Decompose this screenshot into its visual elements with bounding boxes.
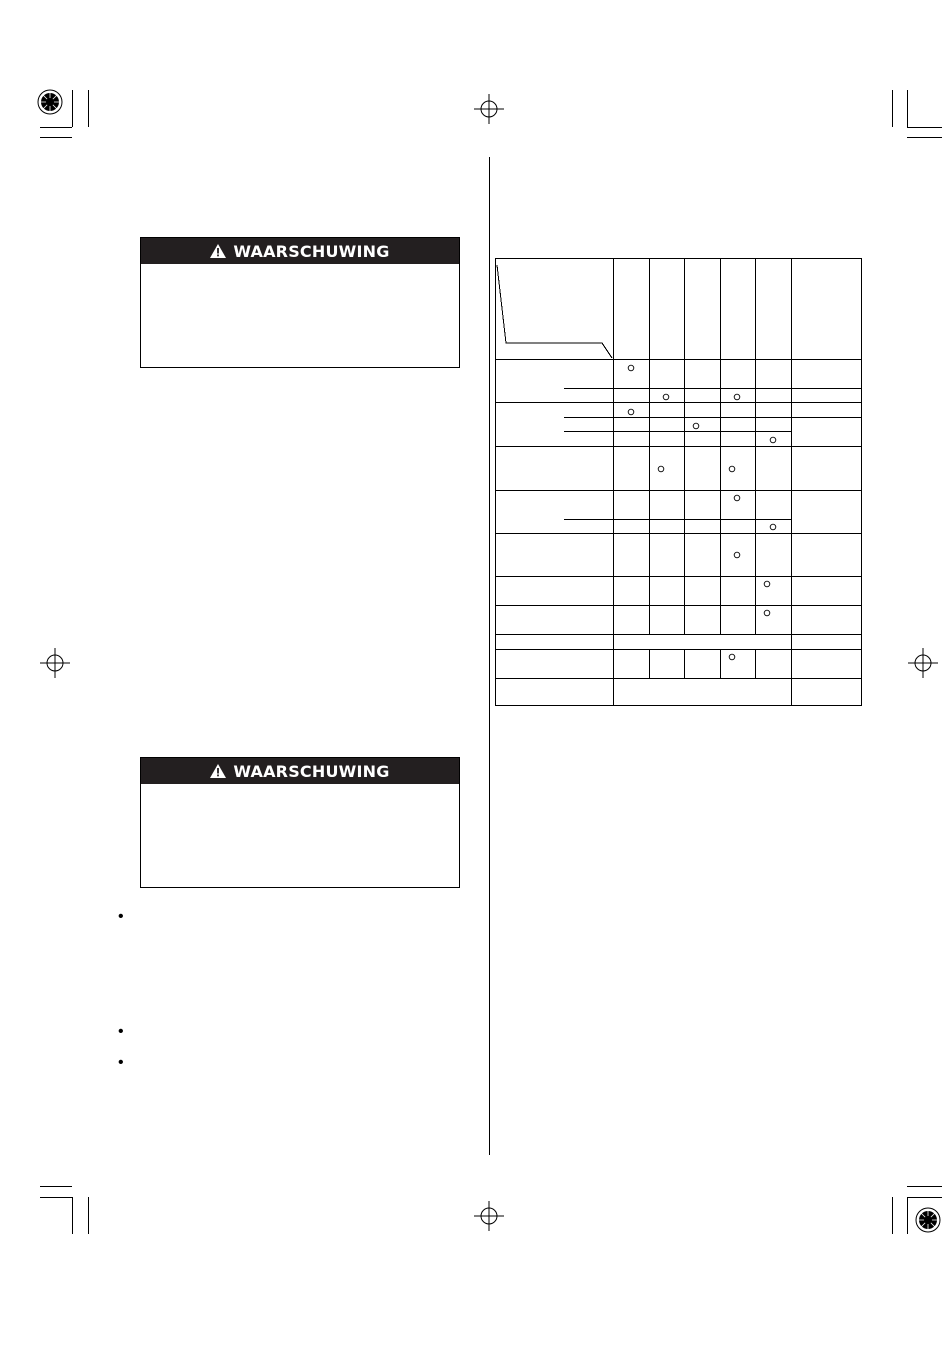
- warning-triangle-icon: [210, 764, 226, 778]
- circle-mark: [770, 437, 776, 443]
- circle-mark: [729, 466, 735, 472]
- circle-mark: [663, 394, 669, 400]
- crop-mark: [907, 137, 942, 138]
- crop-mark: [892, 1197, 893, 1234]
- bullet-point: •: [118, 1054, 124, 1071]
- warning-title: WAARSCHUWING: [233, 241, 390, 261]
- circle-mark: [764, 610, 770, 616]
- crosshair-icon: [40, 648, 70, 678]
- crop-mark: [40, 137, 72, 138]
- circle-mark: [734, 394, 740, 400]
- registration-target-icon: [36, 88, 64, 116]
- circle-mark: [658, 466, 664, 472]
- crop-mark: [72, 90, 73, 127]
- crop-mark: [907, 127, 942, 128]
- crop-mark: [907, 90, 908, 127]
- header-diagonal: [497, 265, 612, 358]
- circle-mark: [628, 365, 634, 371]
- circle-mark: [770, 524, 776, 530]
- bullet-point: •: [118, 908, 124, 925]
- crop-mark: [88, 90, 89, 127]
- table-border: [496, 259, 862, 706]
- bullet-point: •: [118, 1023, 124, 1040]
- crop-mark: [892, 90, 893, 127]
- crosshair-icon: [474, 94, 504, 124]
- crop-mark: [72, 1197, 73, 1234]
- warning-triangle-icon: [210, 244, 226, 258]
- crosshair-icon: [474, 1201, 504, 1231]
- crop-mark: [40, 127, 72, 128]
- maintenance-table: [494, 257, 864, 707]
- crop-mark: [88, 1197, 89, 1234]
- crop-mark: [907, 1186, 942, 1187]
- crop-mark: [40, 1186, 72, 1187]
- crop-mark: [907, 1197, 908, 1234]
- warning-header: [141, 238, 459, 264]
- crop-mark: [40, 1197, 72, 1198]
- crop-mark: [907, 1197, 942, 1198]
- warning-header: [141, 758, 459, 784]
- warning-box: [140, 237, 460, 368]
- circle-mark: [764, 581, 770, 587]
- circle-mark: [628, 409, 634, 415]
- circle-mark: [734, 495, 740, 501]
- circle-mark: [734, 552, 740, 558]
- column-divider: [489, 157, 490, 1155]
- circle-mark: [693, 423, 699, 429]
- crosshair-icon: [908, 648, 938, 678]
- registration-target-icon: [914, 1206, 942, 1234]
- warning-box: [140, 757, 460, 888]
- circle-mark: [729, 654, 735, 660]
- warning-title: WAARSCHUWING: [233, 761, 390, 781]
